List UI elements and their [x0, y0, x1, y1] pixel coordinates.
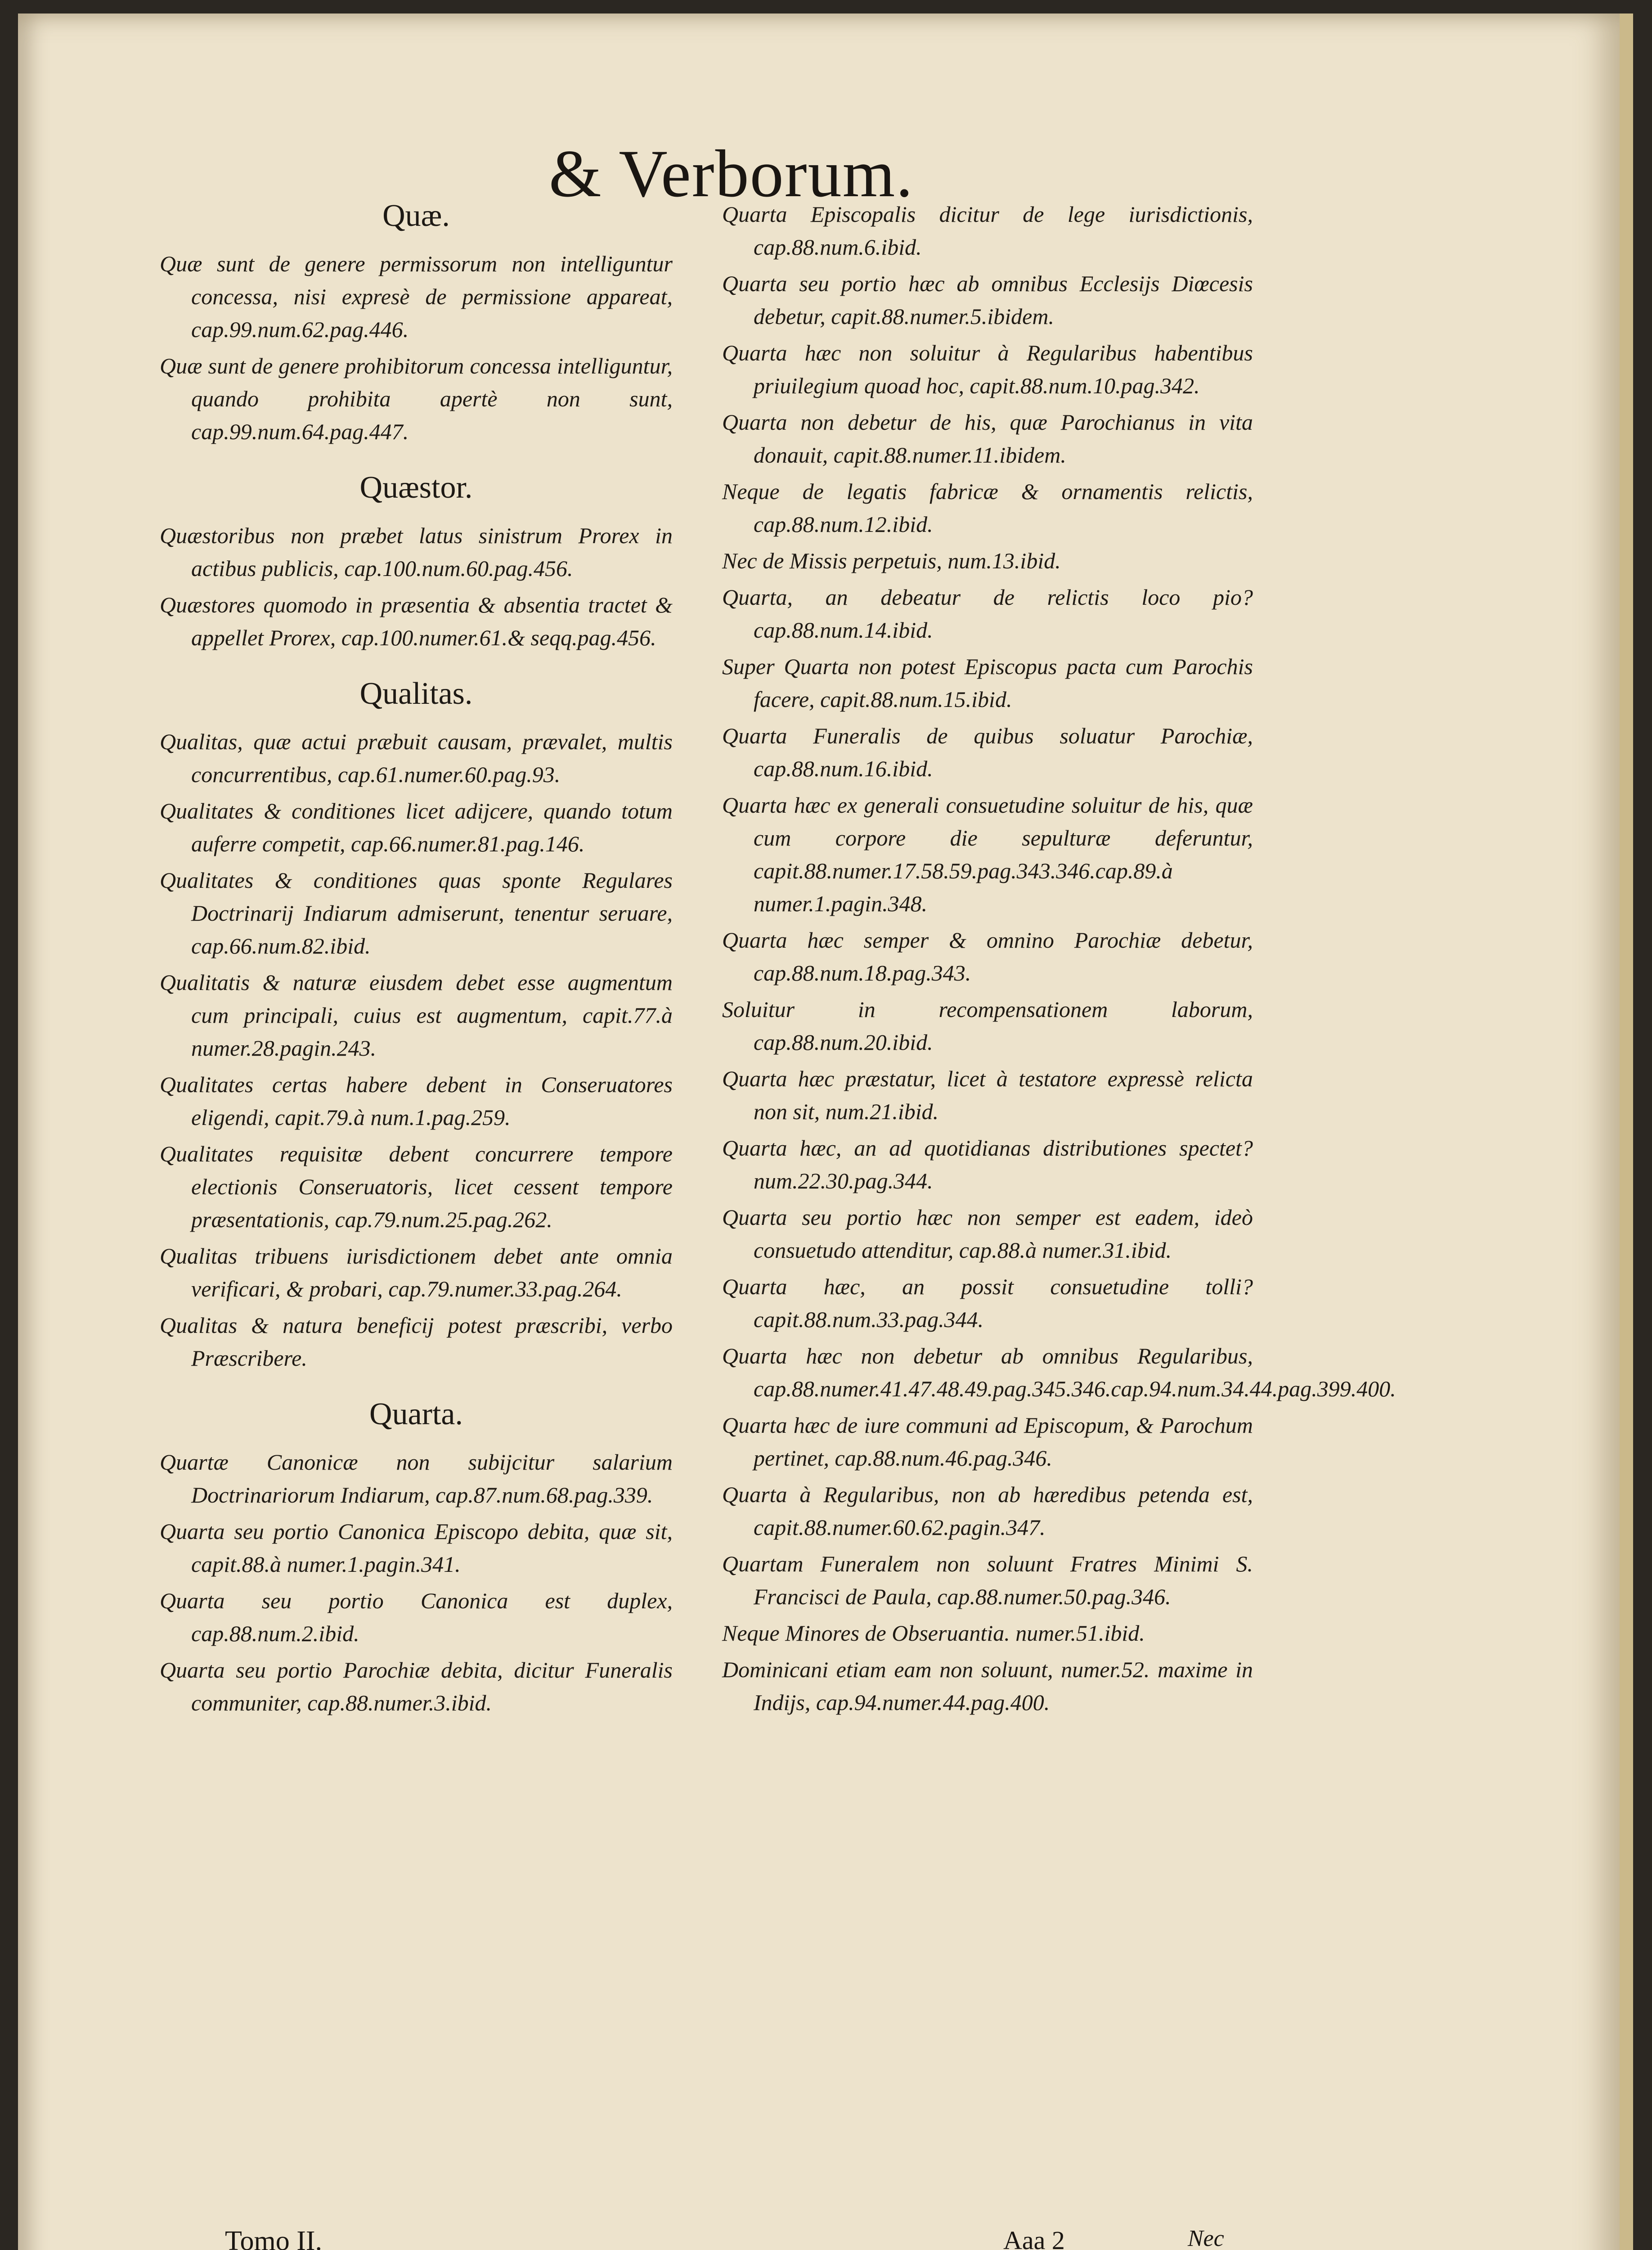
index-entry: Qualitatis & naturæ eiusdem debet esse augmentum cum principali, cuius est augmentum, capit.77.à numer.28.pagin.243. [160, 970, 673, 1061]
index-entry: Nec de Missis perpetuis, num.13.ibid. [722, 548, 1061, 573]
section-heading: Quarta. [369, 1397, 463, 1431]
index-entry: Quarta Episcopalis dicitur de lege iurisdictionis, cap.88.num.6.ibid. [722, 202, 1253, 260]
index-entry: Quarta hæc, an possit consuetudine tolli? capit.88.num.33.pag.344. [722, 1274, 1253, 1332]
index-entry: Quarta seu portio Parochiæ debita, dicitur Funeralis communiter, cap.88.numer.3.ibid. [160, 1657, 673, 1715]
index-entry: Quarta Funeralis de quibus soluatur Parochiæ, cap.88.num.16.ibid. [722, 723, 1253, 781]
index-entry: Soluitur in recompensationem laborum, cap.88.num.20.ibid. [722, 997, 1253, 1055]
index-entry: Qualitas & natura beneficij potest præscribi, verbo Præscribere. [160, 1313, 673, 1371]
index-entry: Quæ sunt de genere permissorum non intelliguntur concessa, nisi expresè de permissione appareat, cap.99.num.62.pag.446. [160, 251, 673, 342]
section-heading: Quæstor. [359, 470, 473, 505]
index-entry: Quartam Funeralem non soluunt Fratres Minimi S. Francisci de Paula, cap.88.numer.50.pag.346. [722, 1551, 1253, 1609]
index-entry: Neque Minores de Obseruantia. numer.51.ibid. [722, 1620, 1145, 1646]
index-entry: Neque de legatis fabricæ & ornamentis relictis, cap.88.num.12.ibid. [722, 479, 1253, 537]
index-entry: Quæstores quomodo in præsentia & absentia tractet & appellet Prorex, cap.100.numer.61.& seqq.pag.456. [160, 592, 673, 650]
index-entry: Qualitates & conditiones quas sponte Regulares Doctrinarij Indiarum admiserunt, tenentur seruare, cap.66.num.82.ibid. [160, 868, 673, 958]
section-gap [160, 1723, 673, 1741]
index-entry: Qualitas tribuens iurisdictionem debet ante omnia verificari, & probari, cap.79.numer.33.pag.264. [160, 1243, 673, 1301]
index-entry: Qualitates & conditiones licet adijcere, quando totum auferre competit, cap.66.numer.81.pag.146. [160, 798, 673, 856]
section-gap [160, 658, 673, 676]
right-column [722, 198, 1396, 1723]
index-entry: Quarta à Regularibus, non ab hæredibus petenda est, capit.88.numer.60.62.pagin.347. [722, 1482, 1253, 1540]
left-column [160, 198, 673, 1741]
signature-mark: Aaa 2 [1003, 2226, 1065, 2250]
index-entry: Quarta seu portio Canonica Episcopo debita, quæ sit, capit.88.à numer.1.pagin.341. [160, 1519, 673, 1577]
index-entry: Quarta, an debeatur de relictis loco pio? cap.88.num.14.ibid. [722, 585, 1253, 643]
section-heading: Quæ. [382, 198, 450, 233]
section-gap [160, 1378, 673, 1396]
section-heading: Qualitas. [359, 676, 473, 711]
index-entry: Quarta hæc ex generali consuetudine soluitur de his, quæ cum corpore die sepulturæ deferuntur, capit.88.numer.17.58.59.pag.343.346.cap.89.à numer.1.pagin.348. [722, 792, 1253, 916]
index-entry: Quarta hæc de iure communi ad Episcopum, & Parochum pertinet, cap.88.num.46.pag.346. [722, 1413, 1253, 1471]
index-entry: Quarta hæc præstatur, licet à testatore expressè relicta non sit, num.21.ibid. [722, 1066, 1253, 1124]
index-entry: Qualitates requisitæ debent concurrere tempore electionis Conseruatoris, licet cessent tempore præsentationis, cap.79.num.25.pag.262. [160, 1141, 673, 1232]
index-entry: Qualitates certas habere debent in Conseruatores eligendi, capit.79.à num.1.pag.259. [160, 1072, 673, 1130]
page-title: & Verborum. [549, 136, 914, 211]
index-entry: Super Quarta non potest Episcopus pacta cum Parochis facere, capit.88.num.15.ibid. [722, 654, 1253, 712]
index-entry: Quarta seu portio hæc non semper est eadem, ideò consuetudo attenditur, cap.88.à numer.31.ibid. [722, 1205, 1253, 1263]
index-entry: Quarta hæc semper & omnino Parochiæ debetur, cap.88.num.18.pag.343. [722, 927, 1253, 986]
index-entry: Quarta hæc non debetur ab omnibus Regularibus, cap.88.numer.41.47.48.49.pag.345.346.cap.94.num.34.44.pag.399.400. [722, 1343, 1396, 1401]
index-entry: Quarta hæc, an ad quotidianas distributiones spectet? num.22.30.pag.344. [722, 1135, 1253, 1193]
volume-label: Tomo II. [225, 2226, 323, 2250]
index-entry: Quarta seu portio Canonica est duplex, cap.88.num.2.ibid. [160, 1588, 673, 1646]
index-entry: Dominicani etiam eam non soluunt, numer.52. maxime in Indijs, cap.94.numer.44.pag.400. [722, 1657, 1253, 1715]
section-gap [160, 452, 673, 470]
index-entry: Quæ sunt de genere prohibitorum concessa intelliguntur, quando prohibita apertè non sunt, cap.99.num.64.pag.447. [160, 353, 673, 444]
index-entry: Quartæ Canonicæ non subijcitur salarium Doctrinariorum Indiarum, cap.87.num.68.pag.339. [160, 1449, 673, 1508]
catchword: Nec [1188, 2226, 1224, 2250]
index-entry: Quæstoribus non præbet latus sinistrum Prorex in actibus publicis, cap.100.num.60.pag.456. [160, 523, 673, 581]
index-entry: Qualitas, quæ actui præbuit causam, prævalet, multis concurrentibus, cap.61.numer.60.pag.93. [160, 729, 673, 787]
index-entry: Quarta non debetur de his, quæ Parochianus in vita donauit, capit.88.numer.11.ibidem. [722, 410, 1253, 468]
index-entry: Quarta hæc non soluitur à Regularibus habentibus priuilegium quoad hoc, capit.88.num.10.pag.342. [722, 340, 1253, 398]
index-entry: Quarta seu portio hæc ab omnibus Ecclesijs Diœcesis debetur, capit.88.numer.5.ibidem. [722, 271, 1253, 329]
